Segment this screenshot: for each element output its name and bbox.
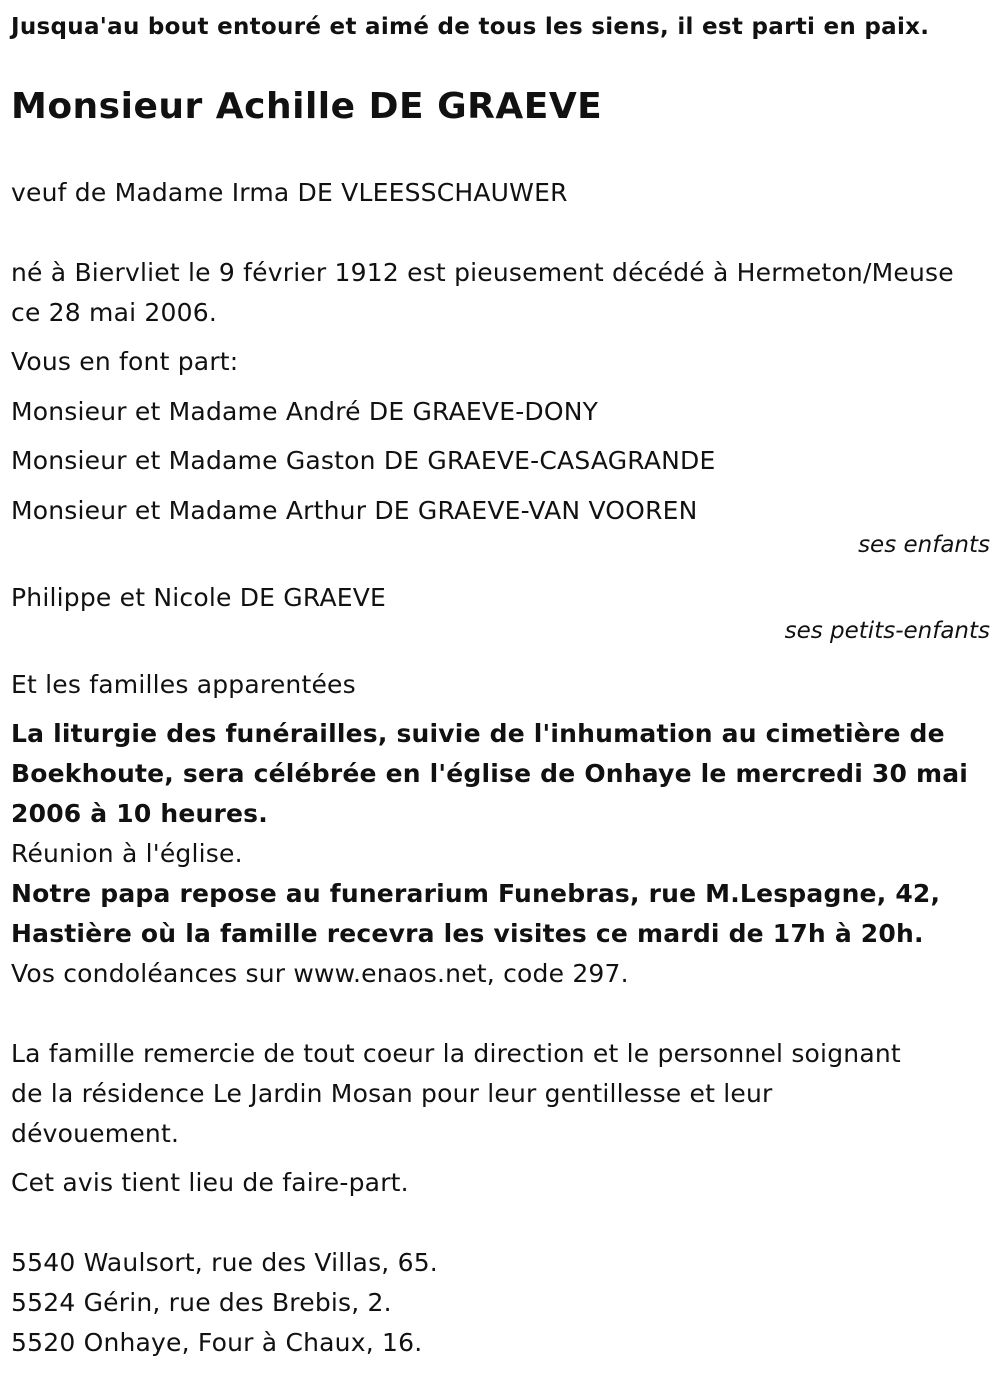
- meeting: Réunion à l'église.: [11, 839, 243, 868]
- announcement-intro: Vous en font part:: [11, 347, 239, 376]
- child-entry: Monsieur et Madame André DE GRAEVE-DONY: [11, 397, 599, 426]
- widower-of: veuf de Madame Irma DE VLEESSCHAUWER: [11, 178, 568, 207]
- address-entry: 5524 Gérin, rue des Brebis, 2.: [11, 1288, 392, 1317]
- child-entry: Monsieur et Madame Arthur DE GRAEVE-VAN VOOREN: [11, 496, 698, 525]
- thanks-line-1: La famille remercie de tout coeur la direction et le personnel soignant: [11, 1039, 901, 1068]
- notice: Cet avis tient lieu de faire-part.: [11, 1168, 409, 1197]
- child-entry: Monsieur et Madame Gaston DE GRAEVE-CASAGRANDE: [11, 446, 716, 475]
- liturgy-line-1: La liturgie des funérailles, suivie de l'inhumation au cimetière de: [11, 719, 945, 748]
- liturgy-line-3: 2006 à 10 heures.: [11, 799, 268, 828]
- grandchildren: Philippe et Nicole DE GRAEVE: [11, 583, 387, 612]
- birth-death-line-1: né à Biervliet le 9 février 1912 est pieusement décédé à Hermeton/Meuse: [11, 258, 954, 287]
- thanks-line-3: dévouement.: [11, 1119, 180, 1148]
- address-entry: 5540 Waulsort, rue des Villas, 65.: [11, 1248, 438, 1277]
- birth-death-line-2: ce 28 mai 2006.: [11, 298, 217, 327]
- headline: Jusqua'au bout entouré et aimé de tous les siens, il est parti en paix.: [11, 14, 930, 40]
- address-entry: 5520 Onhaye, Four à Chaux, 16.: [11, 1328, 423, 1357]
- liturgy-line-2: Boekhoute, sera célébrée en l'église de Onhaye le mercredi 30 mai: [11, 759, 969, 788]
- condolences: Vos condoléances sur www.enaos.net, code 297.: [11, 959, 629, 988]
- families: Et les familles apparentées: [11, 670, 356, 699]
- children-label: ses enfants: [858, 532, 990, 558]
- deceased-name: Monsieur Achille DE GRAEVE: [11, 86, 603, 127]
- funerarium-line-2: Hastière où la famille recevra les visites ce mardi de 17h à 20h.: [11, 919, 924, 948]
- grandchildren-label: ses petits-enfants: [784, 618, 990, 644]
- funerarium-line-1: Notre papa repose au funerarium Funebras, rue M.Lespagne, 42,: [11, 879, 941, 908]
- thanks-line-2: de la résidence Le Jardin Mosan pour leur gentillesse et leur: [11, 1079, 773, 1108]
